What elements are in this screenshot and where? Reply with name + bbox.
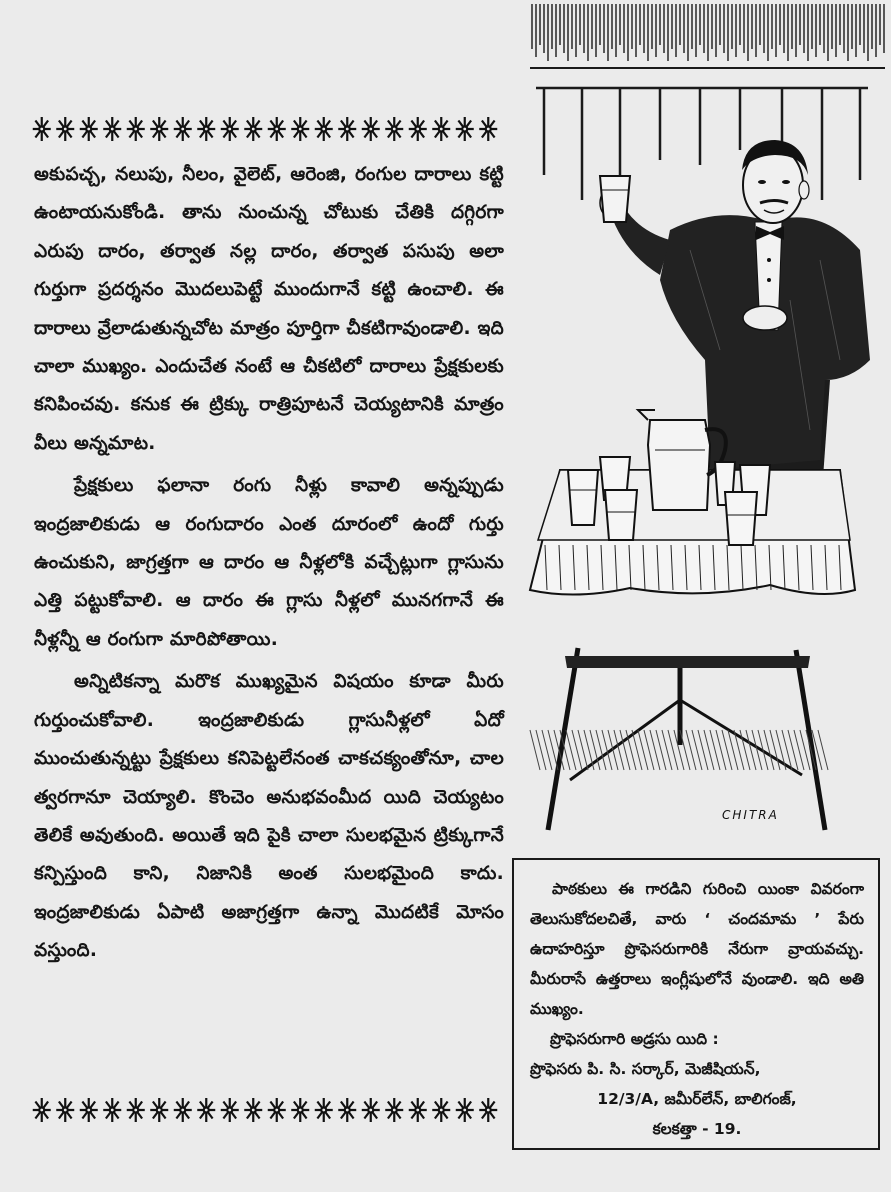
- star-ornament: [56, 117, 74, 141]
- star-ornament: [268, 117, 286, 141]
- star-ornament: [268, 1098, 286, 1122]
- star-ornament: [127, 1098, 145, 1122]
- star-ornament: [291, 117, 309, 141]
- star-ornament: [197, 117, 215, 141]
- star-ornament: [103, 117, 121, 141]
- star-ornament: [315, 1098, 333, 1122]
- magician-illustration: [520, 0, 891, 845]
- decorative-border-top: [30, 112, 500, 146]
- star-ornament: [385, 117, 403, 141]
- star-ornament: [338, 1098, 356, 1122]
- star-ornament: [362, 117, 380, 141]
- article-paragraph: అన్నిటికన్నా మరొక ముఖ్యమైన విషయం కూడా మీరు గుర్తుంచుకోవాలి. ఇంద్రజాలికుడు గ్లాసునీళ్లలో ఏదో ముంచుతున్నట్టు ప్రేక్షకులు కనిపెట్టలేనంత చాకచక్యంతోనూ, చాల త్వరగానూ చెయ్యాలి. కొంచెం అనుభవంమీద యిది చెయ్యటం తెలికే అవుతుంది. అయితే ఇది పైకి చాలా సులభమైన ట్రిక్కుగానే కన్పిస్తుంది కాని, నిజానికి అంత సులభమైంది కాదు. ఇంద్రజాలికుడు ఏపాటి అజాగ్రత్తగా ఉన్నా మొదటికే మోసం వస్తుంది.: [34, 671, 504, 962]
- star-ornament: [150, 117, 168, 141]
- address-line: 12/3/A, జమీర్‌లేన్, బాలిగంజ్,: [597, 1090, 797, 1108]
- star-ornament: [291, 1098, 309, 1122]
- border-motif-row: [30, 112, 500, 146]
- star-ornament: [33, 117, 51, 141]
- article-paragraph: అకుపచ్చ, నలుపు, నీలం, వైలెట్, ఆరెంజి, రంగుల దారాలు కట్టి ఉంటాయనుకోండి. తాను నుంచున్న చోటుకు చేతికి దగ్గిరగా ఎరుపు దారం, తర్వాత నల్ల దారం, తర్వాత పసుపు అలా గుర్తుగా ప్రదర్శనం మొదలుపెట్టే ముందుగానే కట్టి ఉంచాలి. ఈ దారాలు వ్రేలాడుతున్నచోట మాత్రం పూర్తిగా చీకటిగావుండాలి. ఇది చాలా ముఖ్యం. ఎందుచేత నంటే ఆ చీకటిలో దారాలు ప్రేక్షకులకు కనిపించవు. కనుక ఈ ట్రిక్కు రాత్రిపూటనే చెయ్యటానికి మాత్రం వీలు అన్నమాట.: [34, 164, 504, 454]
- table: [530, 410, 855, 830]
- star-ornament: [80, 117, 98, 141]
- article-body: [34, 156, 504, 975]
- star-ornament: [479, 117, 497, 141]
- star-ornament: [174, 117, 192, 141]
- illustrator-signature: CHITRA: [722, 808, 779, 822]
- address-line: కలకత్తా - 19.: [652, 1120, 742, 1138]
- star-ornament: [432, 1098, 450, 1122]
- star-ornament: [174, 1098, 192, 1122]
- star-ornament: [338, 117, 356, 141]
- address-line: ప్రొఫెసరు పి. సి. సర్కార్, మెజీషియన్,: [530, 1060, 761, 1078]
- star-ornament: [479, 1098, 497, 1122]
- star-ornament: [362, 1098, 380, 1122]
- star-ornament: [80, 1098, 98, 1122]
- star-ornament: [244, 1098, 262, 1122]
- address-intro: ప్రొఫెసరుగారి అడ్రసు యిది :: [550, 1030, 719, 1048]
- article-paragraph: ప్రేక్షకులు ఫలానా రంగు నీళ్లు కావాలి అన్నప్పుడు ఇంద్రజాలికుడు ఆ రంగుదారం ఎంత దూరంలో ఉందో గుర్తు ఉంచుకుని, జాగ్రత్తగా ఆ దారం ఆ నీళ్లలోకి వచ్చేట్లుగా గ్లాసును ఎత్తి పట్టుకోవాలి. ఆ దారం ఈ గ్లాసు నీళ్లలో మునగగానే ఈ నీళ్లన్నీ ఆ రంగుగా మారిపోతాయి.: [34, 475, 504, 650]
- star-ornament: [385, 1098, 403, 1122]
- star-ornament: [456, 1098, 474, 1122]
- star-ornament: [409, 1098, 427, 1122]
- star-ornament: [456, 117, 474, 141]
- note-text: పాఠకులు ఈ గారడిని గురించి యింకా వివరంగా తెలుసుకోదలచితే, వారు ‘ చందమామ ’ పేరు ఉదాహరిస్తూ ప్రొఫెసరుగారికి నేరుగా వ్రాయవచ్చు. మీరురాసే ఉత్తరాలు ఇంగ్లీషులోనే వుండాలి. ఇది అతి ముఖ్యం.: [530, 880, 864, 1018]
- curtain-hatching: [532, 4, 884, 61]
- star-ornament: [244, 117, 262, 141]
- star-ornament: [409, 117, 427, 141]
- star-ornament: [221, 1098, 239, 1122]
- star-ornament: [197, 1098, 215, 1122]
- star-ornament: [432, 117, 450, 141]
- reader-note-box: [512, 858, 880, 1150]
- star-ornament: [33, 1098, 51, 1122]
- border-motif-row: [30, 1093, 500, 1127]
- star-ornament: [103, 1098, 121, 1122]
- star-ornament: [150, 1098, 168, 1122]
- star-ornament: [56, 1098, 74, 1122]
- star-ornament: [221, 117, 239, 141]
- star-ornament: [315, 117, 333, 141]
- decorative-border-bottom: [30, 1093, 500, 1127]
- star-ornament: [127, 117, 145, 141]
